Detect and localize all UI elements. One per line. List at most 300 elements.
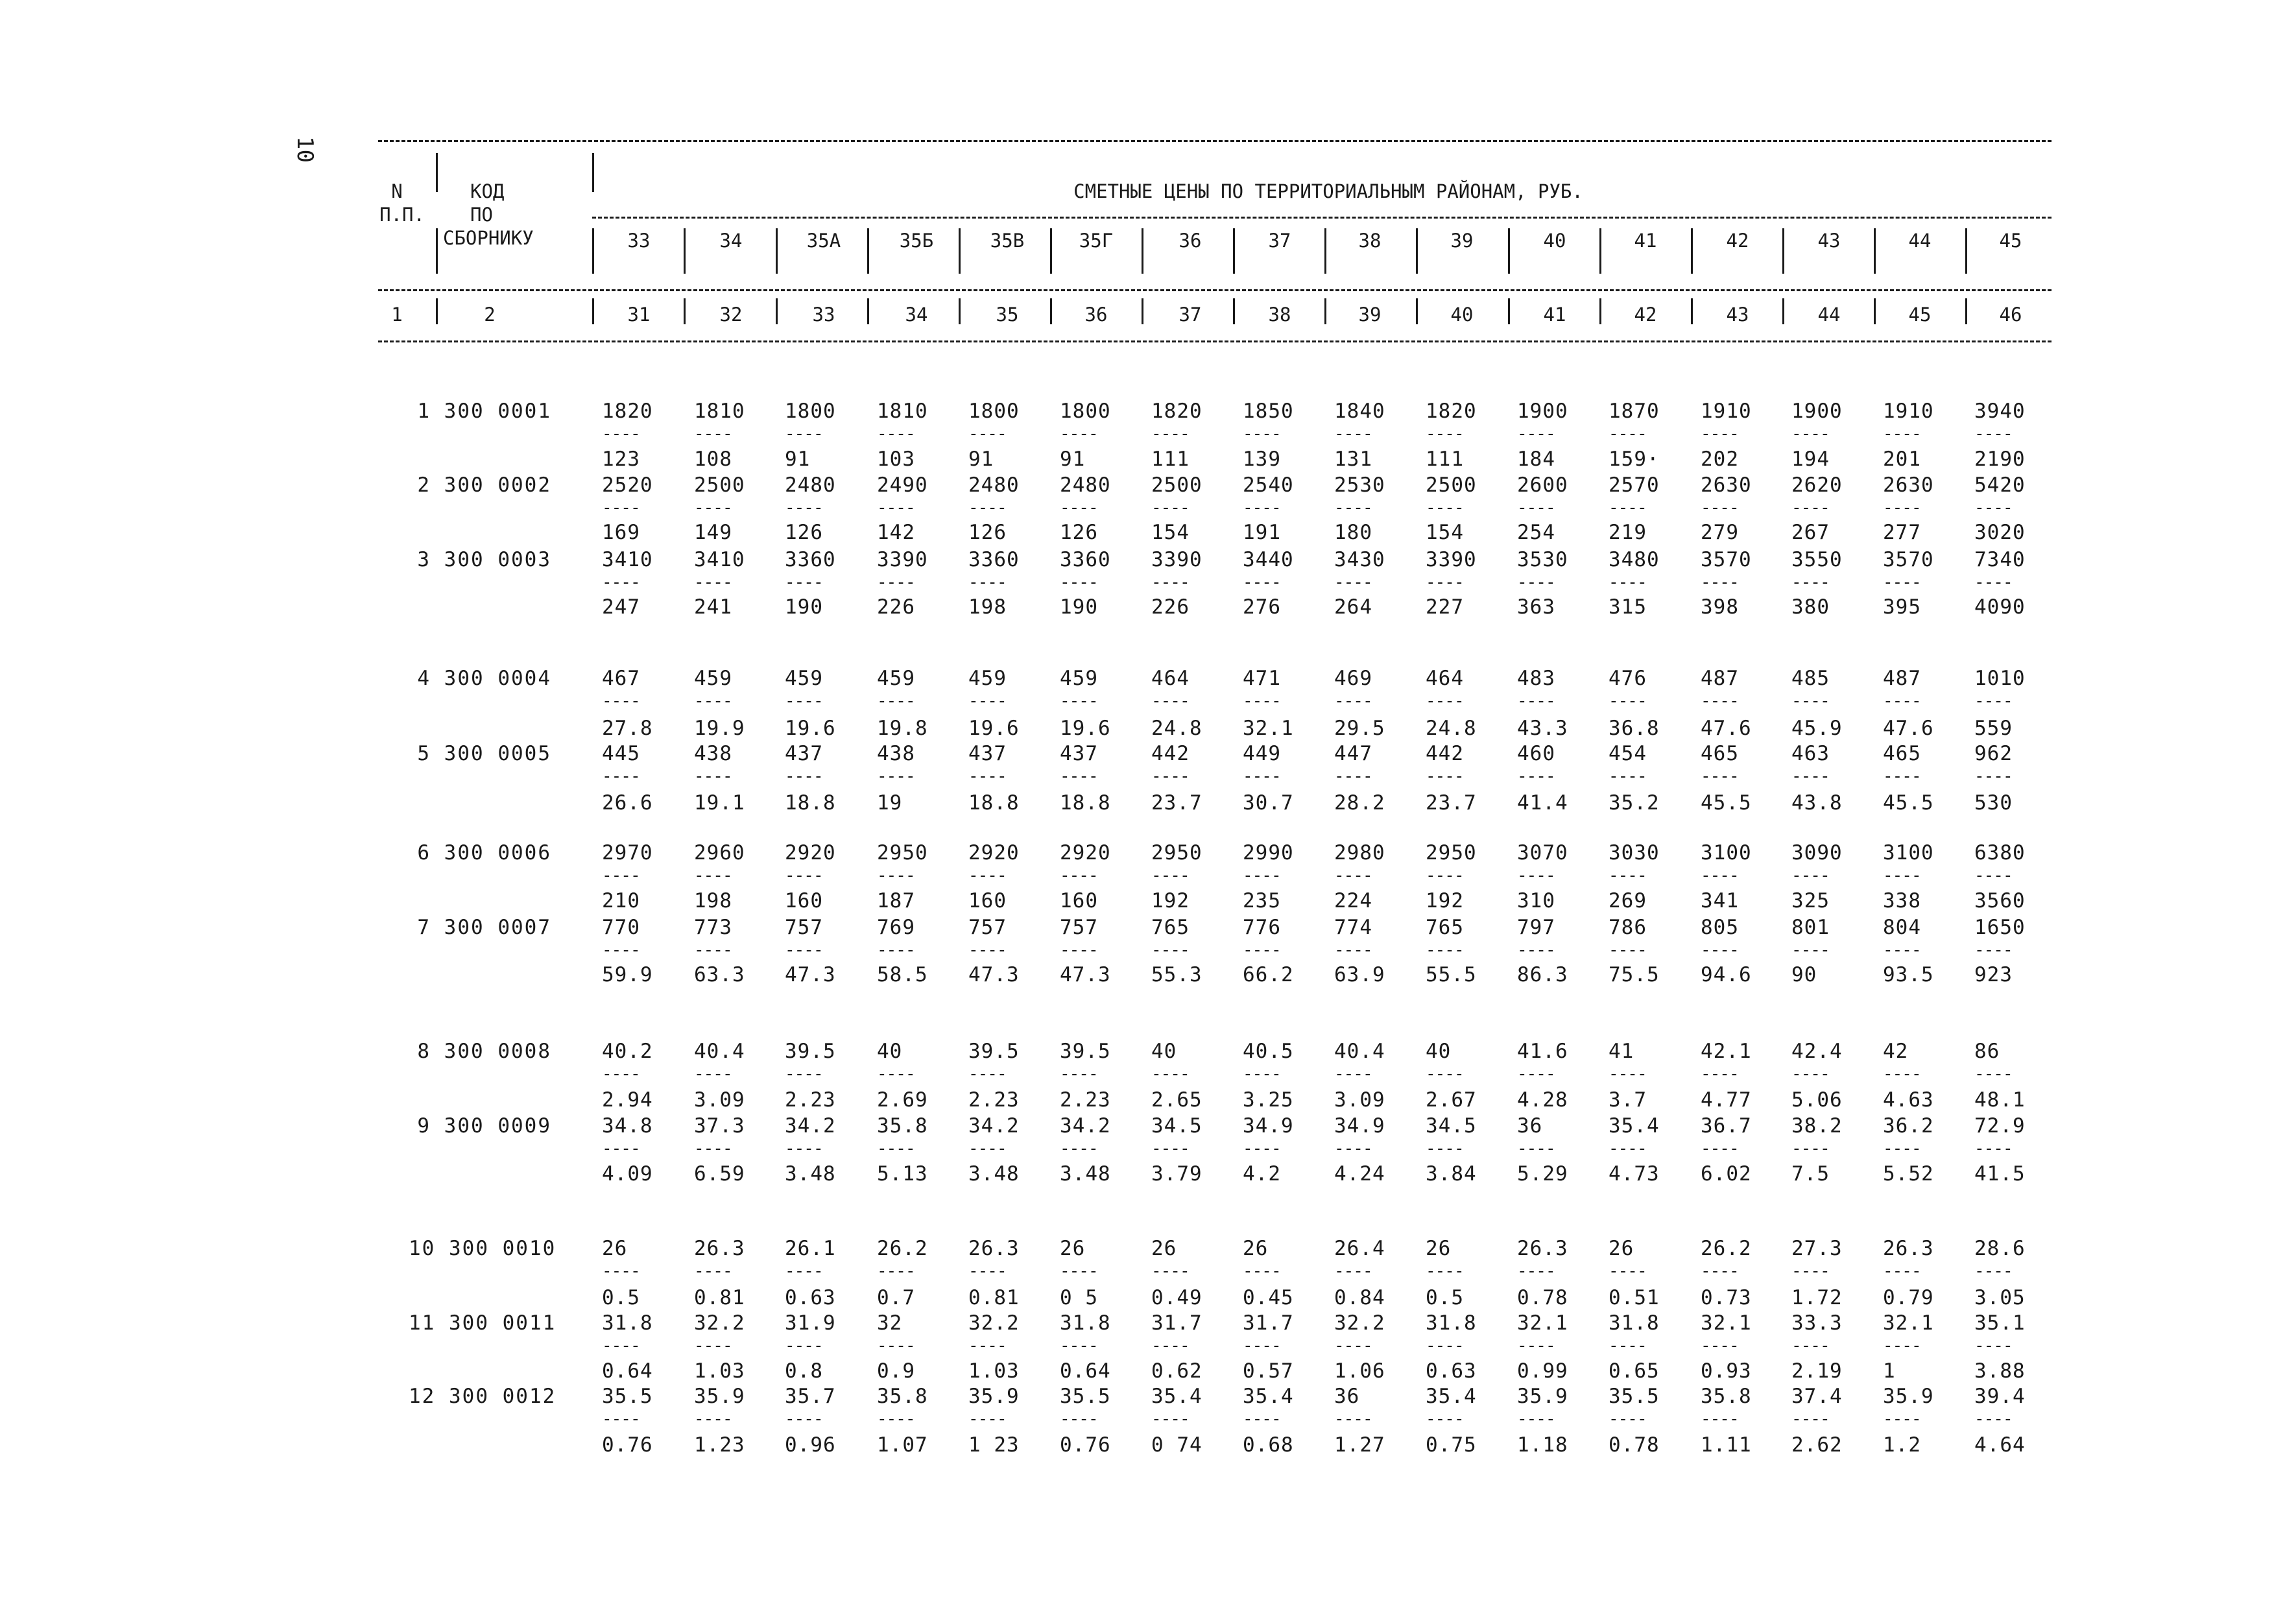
fraction-line: ---- bbox=[1791, 1261, 1830, 1281]
row-9-top-value-14: 38.2 bbox=[1791, 1114, 1843, 1138]
fraction-line: ---- bbox=[1883, 1261, 1921, 1281]
row-6-bottom-value-9: 224 bbox=[1334, 889, 1372, 913]
fraction-line: ---- bbox=[1701, 691, 1739, 711]
fraction-line: ---- bbox=[694, 1064, 732, 1084]
row-7-top-value-7: 765 bbox=[1151, 916, 1190, 939]
fraction-line: ---- bbox=[602, 866, 640, 885]
row-3-top-value-3: 3360 bbox=[785, 548, 836, 571]
row-12-top-value-1: 35.5 bbox=[602, 1385, 653, 1408]
row-6-top-value-7: 2950 bbox=[1151, 841, 1202, 865]
header-separator bbox=[1599, 228, 1601, 274]
row-3-top-value-6: 3360 bbox=[1060, 548, 1111, 571]
row-6-bottom-value-3: 160 bbox=[785, 889, 823, 913]
header-separator bbox=[592, 298, 594, 324]
row-9-bottom-value-6: 3.48 bbox=[1060, 1162, 1111, 1186]
row-12-bottom-value-14: 2.62 bbox=[1791, 1433, 1843, 1457]
row-11-top-value-3: 31.9 bbox=[785, 1311, 836, 1335]
row-10-top-value-10: 26 bbox=[1426, 1237, 1452, 1260]
row-3-top-value-8: 3440 bbox=[1243, 548, 1294, 571]
row-8-bottom-value-8: 3.25 bbox=[1243, 1088, 1294, 1112]
header-colnum-17: 45 bbox=[1908, 304, 1932, 326]
fraction-line: ---- bbox=[877, 424, 915, 444]
row-5-bottom-value-13: 45.5 bbox=[1701, 791, 1752, 815]
fraction-line: ---- bbox=[1791, 498, 1830, 518]
row-4-top-value-14: 485 bbox=[1791, 667, 1830, 690]
fraction-line: ---- bbox=[694, 1409, 732, 1429]
row-4-bottom-value-1: 27.8 bbox=[602, 717, 653, 740]
fraction-line: ---- bbox=[1060, 1336, 1098, 1355]
header-region-15: 44 bbox=[1908, 230, 1932, 252]
row-10-top-value-9: 26.4 bbox=[1334, 1237, 1385, 1260]
fraction-line: ---- bbox=[1060, 498, 1098, 518]
row-11-bottom-value-9: 1.06 bbox=[1334, 1359, 1385, 1383]
row-8-top-value-6: 39.5 bbox=[1060, 1040, 1111, 1063]
row-9-top-value-12: 35.4 bbox=[1609, 1114, 1660, 1138]
row-3-bottom-value-5: 198 bbox=[968, 595, 1007, 619]
row-7-top-value-3: 757 bbox=[785, 916, 823, 939]
row-code-label: 6 300 0006 bbox=[417, 841, 551, 865]
row-10-top-value-8: 26 bbox=[1243, 1237, 1269, 1260]
row-8-top-value-5: 39.5 bbox=[968, 1040, 1020, 1063]
row-9-top-value-6: 34.2 bbox=[1060, 1114, 1111, 1138]
row-6-bottom-value-15: 338 bbox=[1883, 889, 1921, 913]
row-4-bottom-value-9: 29.5 bbox=[1334, 717, 1385, 740]
row-4-top-value-15: 487 bbox=[1883, 667, 1921, 690]
fraction-line: ---- bbox=[1151, 1336, 1190, 1355]
fraction-line: ---- bbox=[1974, 1261, 2013, 1281]
row-3-bottom-value-2: 241 bbox=[694, 595, 732, 619]
fraction-line: ---- bbox=[1883, 573, 1921, 592]
fraction-line: ---- bbox=[785, 1261, 823, 1281]
fraction-line: ---- bbox=[1151, 1409, 1190, 1429]
row-2-bottom-value-10: 154 bbox=[1426, 521, 1464, 544]
fraction-line: ---- bbox=[1791, 691, 1830, 711]
fraction-line: ---- bbox=[1517, 767, 1555, 786]
row-9-top-value-5: 34.2 bbox=[968, 1114, 1020, 1138]
row-6-top-value-4: 2950 bbox=[877, 841, 928, 865]
header-colnum-18: 46 bbox=[1999, 304, 2022, 326]
fraction-line: ---- bbox=[968, 424, 1007, 444]
header-separator bbox=[1782, 228, 1784, 274]
row-1-bottom-value-15: 201 bbox=[1883, 448, 1921, 471]
row-code-label: 10 300 0010 bbox=[409, 1237, 556, 1260]
row-1-top-value-2: 1810 bbox=[694, 400, 745, 423]
row-5-top-value-1: 445 bbox=[602, 742, 640, 765]
row-8-bottom-value-16: 48.1 bbox=[1974, 1088, 2026, 1112]
row-7-bottom-value-14: 90 bbox=[1791, 963, 1817, 986]
row-1-top-value-4: 1810 bbox=[877, 400, 928, 423]
row-4-top-value-2: 459 bbox=[694, 667, 732, 690]
header-separator bbox=[959, 228, 961, 274]
fraction-line: ---- bbox=[1974, 498, 2013, 518]
fraction-line: ---- bbox=[877, 1261, 915, 1281]
row-2-top-value-10: 2500 bbox=[1426, 473, 1477, 497]
row-7-bottom-value-6: 47.3 bbox=[1060, 963, 1111, 986]
header-colnum-9: 37 bbox=[1178, 304, 1202, 326]
row-7-bottom-value-4: 58.5 bbox=[877, 963, 928, 986]
row-8-top-value-4: 40 bbox=[877, 1040, 903, 1063]
row-8-bottom-value-5: 2.23 bbox=[968, 1088, 1020, 1112]
header-separator bbox=[1324, 228, 1326, 274]
row-10-bottom-value-12: 0.51 bbox=[1609, 1286, 1660, 1309]
fraction-line: ---- bbox=[1151, 1261, 1190, 1281]
row-1-top-value-8: 1850 bbox=[1243, 400, 1294, 423]
fraction-line: ---- bbox=[1243, 573, 1281, 592]
row-12-bottom-value-6: 0.76 bbox=[1060, 1433, 1111, 1457]
row-8-bottom-value-3: 2.23 bbox=[785, 1088, 836, 1112]
row-5-bottom-value-9: 28.2 bbox=[1334, 791, 1385, 815]
row-3-bottom-value-13: 398 bbox=[1701, 595, 1739, 619]
row-9-top-value-16: 72.9 bbox=[1974, 1114, 2026, 1138]
fraction-line: ---- bbox=[1701, 424, 1739, 444]
row-4-bottom-value-8: 32.1 bbox=[1243, 717, 1294, 740]
header-region-11: 40 bbox=[1543, 230, 1566, 252]
header-separator bbox=[776, 228, 778, 274]
row-4-top-value-9: 469 bbox=[1334, 667, 1372, 690]
row-1-top-value-15: 1910 bbox=[1883, 400, 1934, 423]
row-8-bottom-value-12: 3.7 bbox=[1609, 1088, 1647, 1112]
header-colnum-10: 38 bbox=[1268, 304, 1291, 326]
fraction-line: ---- bbox=[877, 1064, 915, 1084]
row-7-bottom-value-15: 93.5 bbox=[1883, 963, 1934, 986]
row-1-bottom-value-4: 103 bbox=[877, 448, 915, 471]
fraction-line: ---- bbox=[1701, 866, 1739, 885]
row-3-top-value-2: 3410 bbox=[694, 548, 745, 571]
fraction-line: ---- bbox=[877, 1139, 915, 1158]
row-3-top-value-15: 3570 bbox=[1883, 548, 1934, 571]
fraction-line: ---- bbox=[1883, 498, 1921, 518]
fraction-line: ---- bbox=[1151, 498, 1190, 518]
row-7-bottom-value-12: 75.5 bbox=[1609, 963, 1660, 986]
row-4-top-value-11: 483 bbox=[1517, 667, 1555, 690]
row-11-top-value-16: 35.1 bbox=[1974, 1311, 2026, 1335]
fraction-line: ---- bbox=[1151, 691, 1190, 711]
row-10-bottom-value-6: 0 5 bbox=[1060, 1286, 1098, 1309]
row-6-top-value-16: 6380 bbox=[1974, 841, 2026, 865]
row-6-bottom-value-16: 3560 bbox=[1974, 889, 2026, 913]
fraction-line: ---- bbox=[602, 1409, 640, 1429]
row-code-label: 9 300 0009 bbox=[417, 1114, 551, 1138]
fraction-line: ---- bbox=[1517, 691, 1555, 711]
fraction-line: ---- bbox=[1701, 1139, 1739, 1158]
fraction-line: ---- bbox=[602, 1064, 640, 1084]
row-3-top-value-4: 3390 bbox=[877, 548, 928, 571]
row-3-bottom-value-10: 227 bbox=[1426, 595, 1464, 619]
row-11-top-value-12: 31.8 bbox=[1609, 1311, 1660, 1335]
row-10-bottom-value-13: 0.73 bbox=[1701, 1286, 1752, 1309]
row-7-bottom-value-9: 63.9 bbox=[1334, 963, 1385, 986]
row-code-label: 2 300 0002 bbox=[417, 473, 551, 497]
row-7-top-value-11: 797 bbox=[1517, 916, 1555, 939]
fraction-line: ---- bbox=[602, 498, 640, 518]
row-11-bottom-value-6: 0.64 bbox=[1060, 1359, 1111, 1383]
header-np-line1: N bbox=[391, 180, 403, 202]
fraction-line: ---- bbox=[1243, 1336, 1281, 1355]
header-separator bbox=[1233, 298, 1235, 324]
fraction-line: ---- bbox=[785, 1409, 823, 1429]
fraction-line: ---- bbox=[1701, 1064, 1739, 1084]
row-7-top-value-14: 801 bbox=[1791, 916, 1830, 939]
row-12-top-value-11: 35.9 bbox=[1517, 1385, 1568, 1408]
row-2-top-value-6: 2480 bbox=[1060, 473, 1111, 497]
row-10-top-value-6: 26 bbox=[1060, 1237, 1086, 1260]
page-number: 10 bbox=[292, 136, 318, 163]
row-5-top-value-2: 438 bbox=[694, 742, 732, 765]
row-7-bottom-value-10: 55.5 bbox=[1426, 963, 1477, 986]
row-6-bottom-value-5: 160 bbox=[968, 889, 1007, 913]
fraction-line: ---- bbox=[1060, 767, 1098, 786]
row-5-top-value-5: 437 bbox=[968, 742, 1007, 765]
row-5-top-value-8: 449 bbox=[1243, 742, 1281, 765]
header-region-4: 35Б bbox=[899, 230, 934, 252]
fraction-line: ---- bbox=[1517, 424, 1555, 444]
header-separator bbox=[867, 298, 869, 324]
fraction-line: ---- bbox=[1701, 940, 1739, 960]
row-10-bottom-value-4: 0.7 bbox=[877, 1286, 915, 1309]
row-12-top-value-4: 35.8 bbox=[877, 1385, 928, 1408]
header-region-12: 41 bbox=[1634, 230, 1657, 252]
fraction-line: ---- bbox=[1334, 573, 1372, 592]
row-7-bottom-value-7: 55.3 bbox=[1151, 963, 1202, 986]
row-7-bottom-value-2: 63.3 bbox=[694, 963, 745, 986]
header-colnum-6: 34 bbox=[905, 304, 928, 326]
row-10-bottom-value-15: 0.79 bbox=[1883, 1286, 1934, 1309]
header-kod-line1: КОД bbox=[470, 180, 505, 202]
fraction-line: ---- bbox=[1791, 424, 1830, 444]
fraction-line: ---- bbox=[1243, 691, 1281, 711]
fraction-line: ---- bbox=[694, 767, 732, 786]
row-4-bottom-value-3: 19.6 bbox=[785, 717, 836, 740]
fraction-line: ---- bbox=[785, 1336, 823, 1355]
row-11-bottom-value-13: 0.93 bbox=[1701, 1359, 1752, 1383]
row-6-top-value-12: 3030 bbox=[1609, 841, 1660, 865]
header-separator bbox=[1691, 298, 1693, 324]
row-12-top-value-5: 35.9 bbox=[968, 1385, 1020, 1408]
row-9-top-value-3: 34.2 bbox=[785, 1114, 836, 1138]
row-5-top-value-7: 442 bbox=[1151, 742, 1190, 765]
row-2-bottom-value-5: 126 bbox=[968, 521, 1007, 544]
row-1-bottom-value-10: 111 bbox=[1426, 448, 1464, 471]
row-4-bottom-value-2: 19.9 bbox=[694, 717, 745, 740]
fraction-line: ---- bbox=[877, 866, 915, 885]
row-11-top-value-15: 32.1 bbox=[1883, 1311, 1934, 1335]
row-4-top-value-1: 467 bbox=[602, 667, 640, 690]
row-1-top-value-13: 1910 bbox=[1701, 400, 1752, 423]
row-11-bottom-value-7: 0.62 bbox=[1151, 1359, 1202, 1383]
row-9-bottom-value-8: 4.2 bbox=[1243, 1162, 1281, 1186]
row-code-label: 5 300 0005 bbox=[417, 742, 551, 765]
row-6-bottom-value-7: 192 bbox=[1151, 889, 1190, 913]
row-6-top-value-11: 3070 bbox=[1517, 841, 1568, 865]
header-colnum-4: 32 bbox=[719, 304, 743, 326]
row-5-bottom-value-8: 30.7 bbox=[1243, 791, 1294, 815]
fraction-line: ---- bbox=[1243, 424, 1281, 444]
header-separator bbox=[867, 228, 869, 274]
row-12-bottom-value-12: 0.78 bbox=[1609, 1433, 1660, 1457]
row-code-label: 7 300 0007 bbox=[417, 916, 551, 939]
row-4-top-value-13: 487 bbox=[1701, 667, 1739, 690]
header-colnum-14: 42 bbox=[1634, 304, 1657, 326]
row-6-bottom-value-6: 160 bbox=[1060, 889, 1098, 913]
header-colnum-8: 36 bbox=[1084, 304, 1108, 326]
row-9-top-value-1: 34.8 bbox=[602, 1114, 653, 1138]
row-3-top-value-12: 3480 bbox=[1609, 548, 1660, 571]
fraction-line: ---- bbox=[1517, 1409, 1555, 1429]
fraction-line: ---- bbox=[1334, 424, 1372, 444]
row-8-bottom-value-9: 3.09 bbox=[1334, 1088, 1385, 1112]
row-8-top-value-10: 40 bbox=[1426, 1040, 1452, 1063]
fraction-line: ---- bbox=[1609, 767, 1647, 786]
row-7-top-value-1: 770 bbox=[602, 916, 640, 939]
row-3-bottom-value-4: 226 bbox=[877, 595, 915, 619]
row-6-bottom-value-11: 310 bbox=[1517, 889, 1555, 913]
row-6-top-value-8: 2990 bbox=[1243, 841, 1294, 865]
fraction-line: ---- bbox=[1609, 573, 1647, 592]
row-5-top-value-14: 463 bbox=[1791, 742, 1830, 765]
row-11-top-value-8: 31.7 bbox=[1243, 1311, 1294, 1335]
fraction-line: ---- bbox=[1609, 691, 1647, 711]
fraction-line: ---- bbox=[1060, 424, 1098, 444]
fraction-line: ---- bbox=[877, 767, 915, 786]
fraction-line: ---- bbox=[1883, 1336, 1921, 1355]
row-11-bottom-value-15: 1 bbox=[1883, 1359, 1896, 1383]
fraction-line: ---- bbox=[1517, 498, 1555, 518]
fraction-line: ---- bbox=[1151, 1139, 1190, 1158]
fraction-line: ---- bbox=[1609, 866, 1647, 885]
row-10-bottom-value-9: 0.84 bbox=[1334, 1286, 1385, 1309]
header-region-1: 33 bbox=[627, 230, 651, 252]
row-10-bottom-value-16: 3.05 bbox=[1974, 1286, 2026, 1309]
fraction-line: ---- bbox=[785, 866, 823, 885]
row-8-top-value-8: 40.5 bbox=[1243, 1040, 1294, 1063]
row-12-bottom-value-4: 1.07 bbox=[877, 1433, 928, 1457]
fraction-line: ---- bbox=[1883, 424, 1921, 444]
header-colnum-16: 44 bbox=[1817, 304, 1841, 326]
fraction-line: ---- bbox=[968, 1064, 1007, 1084]
fraction-line: ---- bbox=[1974, 1409, 2013, 1429]
row-6-top-value-5: 2920 bbox=[968, 841, 1020, 865]
row-2-top-value-7: 2500 bbox=[1151, 473, 1202, 497]
fraction-line: ---- bbox=[1334, 866, 1372, 885]
header-region-5: 35В bbox=[990, 230, 1025, 252]
fraction-line: ---- bbox=[1426, 1064, 1464, 1084]
row-9-bottom-value-13: 6.02 bbox=[1701, 1162, 1752, 1186]
row-11-bottom-value-2: 1.03 bbox=[694, 1359, 745, 1383]
row-9-bottom-value-5: 3.48 bbox=[968, 1162, 1020, 1186]
row-5-top-value-6: 437 bbox=[1060, 742, 1098, 765]
row-9-bottom-value-15: 5.52 bbox=[1883, 1162, 1934, 1186]
header-separator bbox=[1416, 228, 1418, 274]
row-9-top-value-9: 34.9 bbox=[1334, 1114, 1385, 1138]
row-2-top-value-3: 2480 bbox=[785, 473, 836, 497]
header-colnum-13: 41 bbox=[1543, 304, 1566, 326]
row-1-top-value-12: 1870 bbox=[1609, 400, 1660, 423]
fraction-line: ---- bbox=[602, 940, 640, 960]
row-11-top-value-6: 31.8 bbox=[1060, 1311, 1111, 1335]
row-5-bottom-value-12: 35.2 bbox=[1609, 791, 1660, 815]
fraction-line: ---- bbox=[1426, 767, 1464, 786]
row-6-top-value-6: 2920 bbox=[1060, 841, 1111, 865]
row-8-bottom-value-2: 3.09 bbox=[694, 1088, 745, 1112]
header-separator bbox=[776, 298, 778, 324]
fraction-line: ---- bbox=[968, 1139, 1007, 1158]
fraction-line: ---- bbox=[785, 767, 823, 786]
header-separator bbox=[1142, 298, 1143, 324]
row-12-bottom-value-2: 1.23 bbox=[694, 1433, 745, 1457]
fraction-line: ---- bbox=[785, 573, 823, 592]
row-5-bottom-value-2: 19.1 bbox=[694, 791, 745, 815]
row-9-bottom-value-10: 3.84 bbox=[1426, 1162, 1477, 1186]
fraction-line: ---- bbox=[1243, 866, 1281, 885]
fraction-line: ---- bbox=[602, 1261, 640, 1281]
fraction-line: ---- bbox=[1426, 1139, 1464, 1158]
header-separator bbox=[959, 298, 961, 324]
row-9-top-value-13: 36.7 bbox=[1701, 1114, 1752, 1138]
row-5-bottom-value-6: 18.8 bbox=[1060, 791, 1111, 815]
row-code-label: 1 300 0001 bbox=[417, 400, 551, 423]
header-separator bbox=[1599, 298, 1601, 324]
row-8-top-value-2: 40.4 bbox=[694, 1040, 745, 1063]
row-12-top-value-7: 35.4 bbox=[1151, 1385, 1202, 1408]
row-7-top-value-9: 774 bbox=[1334, 916, 1372, 939]
row-3-top-value-10: 3390 bbox=[1426, 548, 1477, 571]
header-bottom-rule bbox=[378, 340, 2052, 342]
row-1-bottom-value-13: 202 bbox=[1701, 448, 1739, 471]
row-2-bottom-value-4: 142 bbox=[877, 521, 915, 544]
row-9-bottom-value-7: 3.79 bbox=[1151, 1162, 1202, 1186]
header-kod-line3: СБОРНИКУ bbox=[443, 227, 534, 249]
header-separator bbox=[1782, 298, 1784, 324]
row-2-bottom-value-6: 126 bbox=[1060, 521, 1098, 544]
row-7-bottom-value-13: 94.6 bbox=[1701, 963, 1752, 986]
row-2-top-value-1: 2520 bbox=[602, 473, 653, 497]
fraction-line: ---- bbox=[1974, 691, 2013, 711]
row-10-top-value-3: 26.1 bbox=[785, 1237, 836, 1260]
fraction-line: ---- bbox=[1883, 767, 1921, 786]
row-12-bottom-value-8: 0.68 bbox=[1243, 1433, 1294, 1457]
header-separator bbox=[1050, 298, 1052, 324]
fraction-line: ---- bbox=[1426, 1261, 1464, 1281]
row-4-top-value-5: 459 bbox=[968, 667, 1007, 690]
fraction-line: ---- bbox=[877, 498, 915, 518]
row-5-top-value-11: 460 bbox=[1517, 742, 1555, 765]
fraction-line: ---- bbox=[1334, 498, 1372, 518]
fraction-line: ---- bbox=[968, 1336, 1007, 1355]
row-7-top-value-13: 805 bbox=[1701, 916, 1739, 939]
fraction-line: ---- bbox=[1151, 940, 1190, 960]
header-colnum-3: 31 bbox=[627, 304, 651, 326]
row-11-bottom-value-12: 0.65 bbox=[1609, 1359, 1660, 1383]
fraction-line: ---- bbox=[1151, 866, 1190, 885]
row-8-bottom-value-1: 2.94 bbox=[602, 1088, 653, 1112]
row-12-top-value-15: 35.9 bbox=[1883, 1385, 1934, 1408]
row-9-bottom-value-11: 5.29 bbox=[1517, 1162, 1568, 1186]
header-region-10: 39 bbox=[1450, 230, 1474, 252]
row-5-top-value-9: 447 bbox=[1334, 742, 1372, 765]
row-1-bottom-value-9: 131 bbox=[1334, 448, 1372, 471]
row-4-bottom-value-12: 36.8 bbox=[1609, 717, 1660, 740]
fraction-line: ---- bbox=[968, 940, 1007, 960]
row-5-bottom-value-15: 45.5 bbox=[1883, 791, 1934, 815]
fraction-line: ---- bbox=[1701, 1336, 1739, 1355]
row-2-bottom-value-15: 277 bbox=[1883, 521, 1921, 544]
header-np-line2: П.П. bbox=[379, 204, 425, 226]
row-4-bottom-value-10: 24.8 bbox=[1426, 717, 1477, 740]
row-2-bottom-value-8: 191 bbox=[1243, 521, 1281, 544]
row-7-top-value-5: 757 bbox=[968, 916, 1007, 939]
header-colnum-5: 33 bbox=[812, 304, 835, 326]
fraction-line: ---- bbox=[1517, 573, 1555, 592]
